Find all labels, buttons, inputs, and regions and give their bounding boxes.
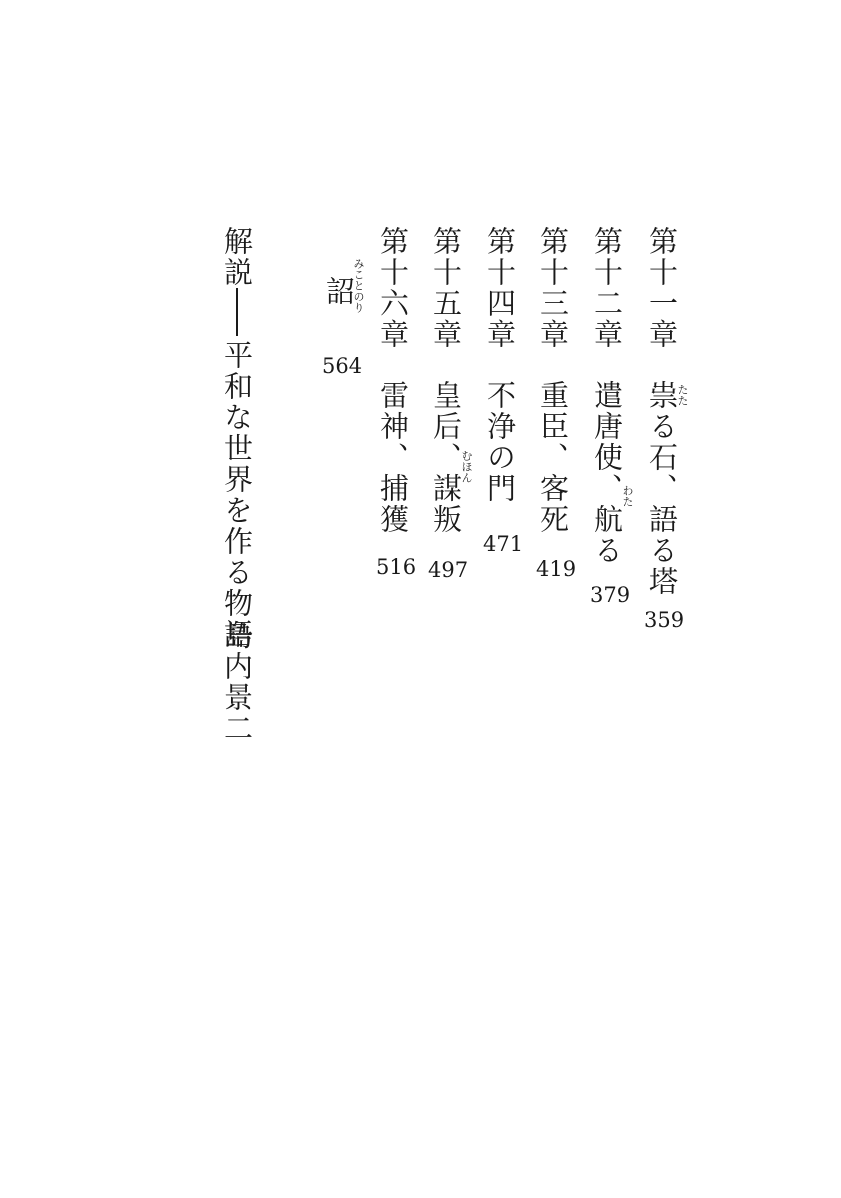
chapter-15-ruby: むほん: [460, 450, 473, 483]
commentary-author: 島内景二: [220, 620, 254, 744]
chapter-13-page: 419: [536, 557, 577, 581]
chapter-12-ruby: わた: [621, 485, 634, 507]
chapter-16-title: 雷神、捕獲: [376, 380, 410, 535]
chapter-15-label: 第十五章: [429, 226, 463, 350]
chapter-12-label: 第十二章: [590, 226, 624, 350]
chapter-17-title: 詔: [322, 276, 356, 307]
chapter-11-title: 祟る石、語る塔: [645, 380, 679, 597]
chapter-14-page: 471: [483, 532, 524, 556]
commentary-dash: [236, 288, 238, 336]
chapter-16-page: 516: [376, 555, 417, 579]
chapter-17-page: 564: [322, 354, 363, 378]
chapter-15-page: 497: [428, 558, 469, 582]
chapter-14-title: 不浄の門: [483, 380, 517, 504]
chapter-11-page: 359: [644, 608, 685, 632]
chapter-16-label: 第十六章: [376, 226, 410, 350]
chapter-11-ruby: たた: [676, 384, 689, 406]
chapter-12-page: 379: [590, 583, 631, 607]
chapter-11-label: 第十一章: [645, 226, 679, 350]
chapter-13-label: 第十三章: [536, 226, 570, 350]
chapter-13-title: 重臣、客死: [536, 380, 570, 535]
chapter-15-title: 皇后、謀叛: [429, 380, 463, 535]
chapter-14-label: 第十四章: [483, 226, 517, 350]
commentary-label: 解説: [220, 226, 254, 288]
chapter-12-title: 遣唐使、航る: [590, 380, 624, 566]
chapter-17-ruby: みことのり: [352, 258, 365, 313]
commentary-title: 平和な世界を作る物語: [220, 340, 254, 650]
